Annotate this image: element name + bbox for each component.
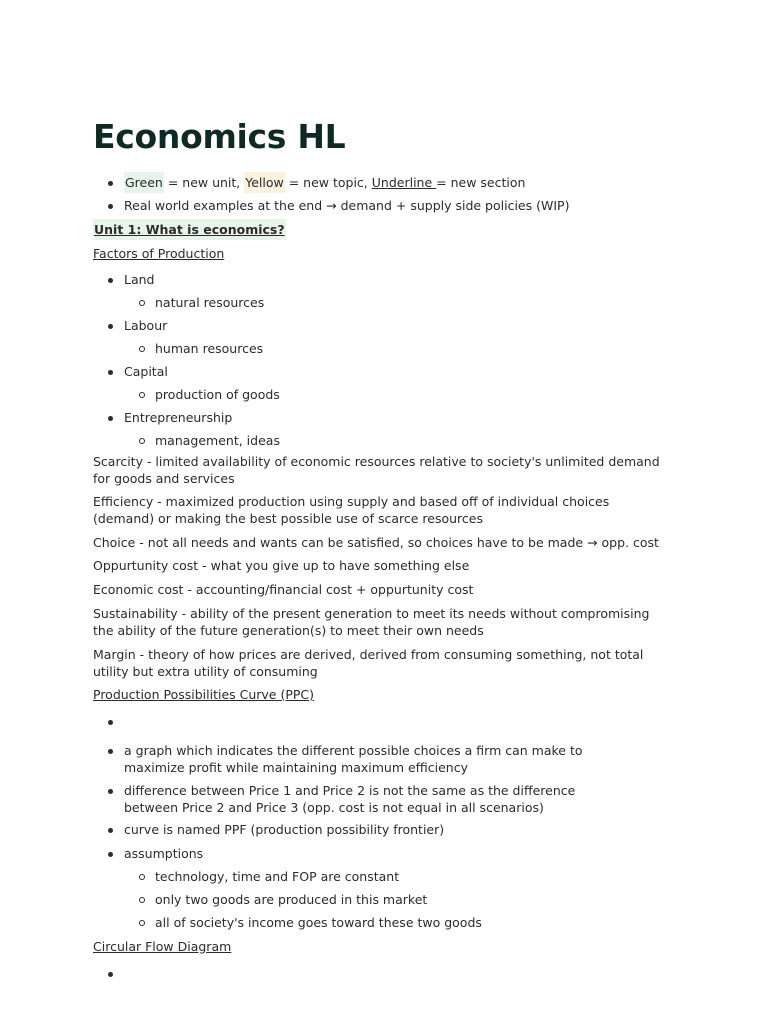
list-item-label: Entrepreneurship [124,410,233,425]
bullet-dot [108,416,113,421]
circle-bullet [139,897,145,903]
circle-bullet [139,346,145,352]
definition-efficiency: Efficiency - maximized production using supply and based off of individual choices (demand) or making the best possible use of scarce resources [93,494,610,526]
bullet-dot [108,324,113,329]
circle-bullet [139,300,145,306]
sub-list-item [155,340,263,357]
yellow-legend: Yellow [244,172,284,193]
bullet-dot [108,278,113,283]
definition-opportunity-cost: Oppurtunity cost - what you give up to have something else [93,558,470,573]
bullet-dot [108,852,113,857]
bullet-dot [108,972,113,977]
list-item-label: Labour [124,318,168,333]
bullet-dot [108,181,113,186]
sub-list-item [155,294,264,311]
page-title: Economics HL [93,117,346,156]
section-heading-ppc: Production Possibilities Curve (PPC) [93,687,315,702]
intro-bullet [124,197,569,214]
list-item-label: Capital [124,364,168,379]
definition-economic-cost: Economic cost - accounting/financial cost + oppurtunity cost [93,582,474,597]
sub-list-item-label: human resources [155,341,264,356]
sub-list-item-label: technology, time and FOP are constant [155,869,400,884]
sub-list-item-label: management, ideas [155,433,280,448]
green-legend: Green [124,172,164,193]
circle-bullet [139,920,145,926]
sub-list-item [155,891,427,908]
intro-bullet-text: Real world examples at the end → demand + supply side policies (WIP) [124,198,570,213]
legend-text: = new topic, [284,175,372,190]
unit-heading-text: Unit 1: What is economics? [93,219,286,240]
definition-sustainability: Sustainability - ability of the present generation to meet its needs without compromising the ability of the future generation(s) to meet their own needs [93,606,650,638]
sub-list-item [155,914,482,931]
sub-list-item-label: only two goods are produced in this market [155,892,428,907]
list-item-label: curve is named PPF (production possibility frontier) [124,822,445,837]
sub-list-item-label: natural resources [155,295,265,310]
list-item-label: difference between Price 1 and Price 2 is not the same as the difference between Price 2 and Price 3 (opp. cost is not equal in all scenarios) [124,783,576,815]
definition-choice: Choice - not all needs and wants can be satisfied, so choices have to be made → opp. cost [93,535,659,550]
list-item [124,782,629,816]
sub-list-item [155,868,399,885]
bullet-dot [108,789,113,794]
bullet-dot [108,720,113,725]
legend-text: = new unit, [163,175,245,190]
sub-list-item-label: production of goods [155,387,280,402]
sub-list-item [155,386,280,403]
list-item [124,845,203,862]
legend-bullet [124,174,525,191]
circle-bullet [139,392,145,398]
definition-scarcity: Scarcity - limited availability of economic resources relative to society's unlimited demand for goods and services [93,454,660,486]
list-item-label: Land [124,272,155,287]
legend-text: = new section [436,175,526,190]
circle-bullet [139,438,145,444]
list-item [124,409,232,426]
list-item-label: a graph which indicates the different possible choices a firm can make to maximize profit while maintaining maximum efficiency [124,743,583,775]
bullet-dot [108,828,113,833]
list-item [124,317,167,334]
list-item [124,271,154,288]
section-heading-circular-flow: Circular Flow Diagram [93,939,232,954]
bullet-dot [108,204,113,209]
sub-list-item-label: all of society's income goes toward these two goods [155,915,482,930]
list-item [124,363,168,380]
section-heading-factors: Factors of Production [93,246,225,261]
unit-heading [93,221,286,238]
bullet-dot [108,749,113,754]
list-item-label: assumptions [124,846,204,861]
list-item [124,742,629,776]
circle-bullet [139,874,145,880]
underline-legend: Underline [371,175,437,190]
definition-margin: Margin - theory of how prices are derived, derived from consuming something, not total utility but extra utility of consuming [93,647,644,679]
bullet-dot [108,370,113,375]
sub-list-item [155,432,280,449]
list-item [124,821,444,838]
